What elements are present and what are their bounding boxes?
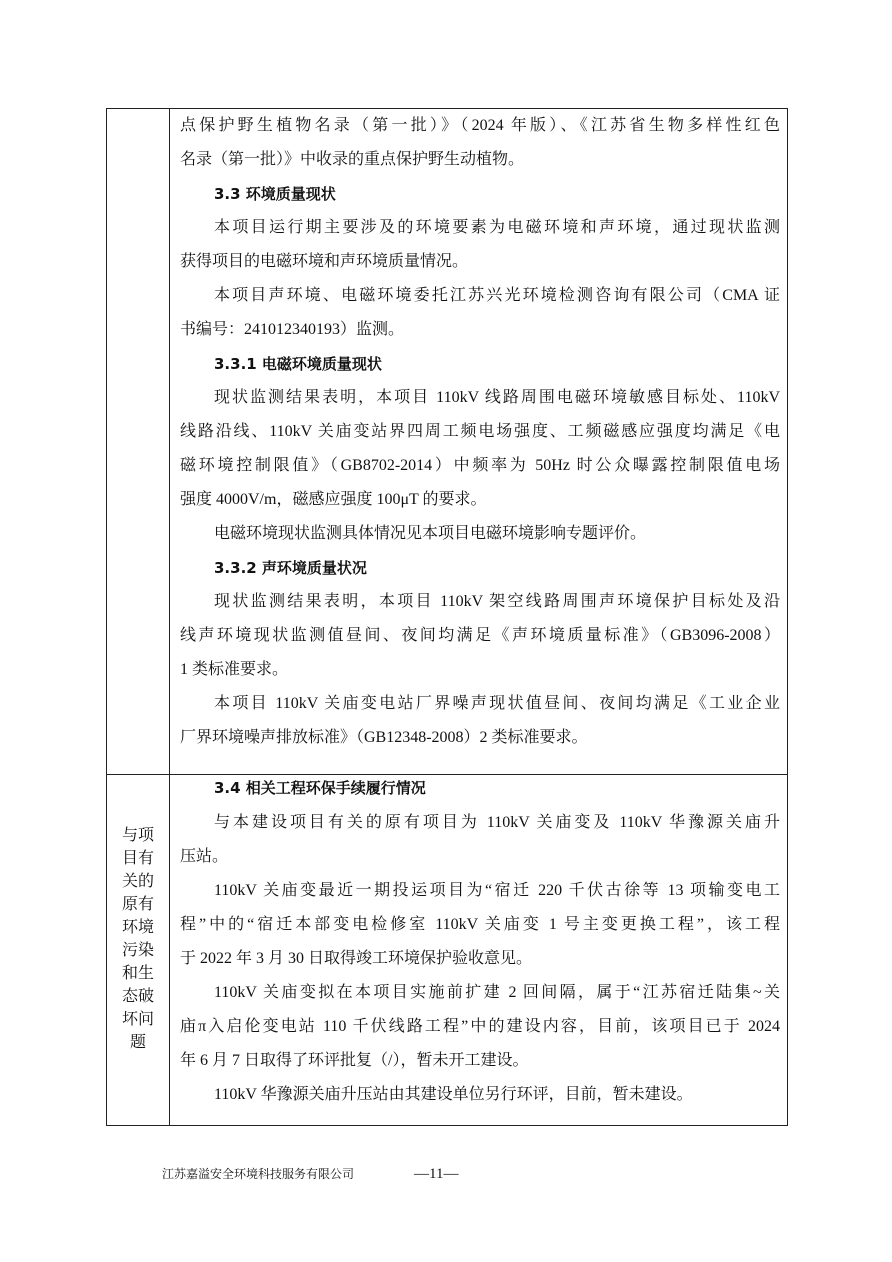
paragraph-line: 本项目声环境、电磁环境委托江苏兴光环境检测咨询有限公司（CMA 证 [214, 287, 780, 304]
paragraph-line: 书编号：241012340193）监测。 [180, 321, 405, 338]
label-line: 目有 [121, 850, 154, 867]
label-line: 关的 [121, 873, 154, 890]
paragraph-line: 110kV 华豫源关庙升压站由其建设单位另行环评，目前，暂未建设。 [214, 1086, 693, 1103]
paragraph-line: 点保护野生植物名录（第一批）》（2024 年版）、《江苏省生物多样性红色 [180, 117, 780, 134]
label-line: 坏问 [121, 1011, 154, 1028]
paragraph-line: 现状监测结果表明，本项目 110kV 线路周围电磁环境敏感目标处、110kV [214, 389, 780, 406]
column-divider [169, 109, 170, 1125]
footer-company: 江苏嘉溢安全环境科技服务有限公司 [162, 1167, 355, 1181]
label-line: 和生 [121, 965, 154, 982]
paragraph-line: 现状监测结果表明，本项目 110kV 架空线路周围声环境保护目标处及沿 [214, 593, 780, 610]
paragraph-line: 110kV 关庙变拟在本项目实施前扩建 2 回间隔，属于“江苏宿迁陆集~关 [214, 984, 780, 1001]
row2-label-cell [107, 775, 169, 1127]
paragraph-line: 厂界环境噪声排放标准》（GB12348-2008）2 类标准要求。 [180, 729, 588, 746]
paragraph-line: 获得项目的电磁环境和声环境质量情况。 [180, 253, 469, 270]
paragraph-line: 名录（第一批）》中收录的重点保护野生动植物。 [180, 151, 525, 168]
section-heading: 3.3 环境质量现状 [214, 185, 336, 203]
label-line: 原有 [121, 896, 154, 913]
paragraph-line: 庙π入启伦变电站 110 千伏线路工程”中的建设内容，目前，该项目已于 2024 [180, 1018, 780, 1035]
paragraph-line: 强度 4000V/m，磁感应强度 100μT 的要求。 [180, 491, 487, 508]
paragraph-line: 与本建设项目有关的原有项目为 110kV 关庙变及 110kV 华豫源关庙升 [214, 814, 780, 831]
paragraph-line: 程”中的“宿迁本部变电检修室 110kV 关庙变 1 号主变更换工程”，该工程 [180, 916, 780, 933]
label-line: 与项 [121, 827, 154, 844]
paragraph-line: 磁环境控制限值》（GB8702-2014）中频率为 50Hz 时公众曝露控制限值电场 [180, 457, 780, 474]
paragraph-line: 年 6 月 7 日取得了环评批复（/），暂未开工建设。 [180, 1052, 529, 1069]
paragraph-line: 1 类标准要求。 [180, 661, 289, 678]
section-heading: 3.3.1 电磁环境质量现状 [214, 355, 382, 373]
paragraph-line: 于 2022 年 3 月 30 日取得竣工环境保护验收意见。 [180, 950, 533, 967]
label-line: 题 [129, 1034, 146, 1051]
page-number: —11— [414, 1166, 459, 1182]
paragraph-line: 110kV 关庙变最近一期投运项目为“宿迁 220 千伏古徐等 13 项输变电工 [214, 882, 780, 899]
paragraph-line: 压站。 [180, 848, 229, 865]
paragraph-line: 本项目运行期主要涉及的环境要素为电磁环境和声环境，通过现状监测 [214, 219, 780, 236]
label-line: 污染 [121, 942, 154, 959]
row2-label [122, 824, 154, 1054]
paragraph-line: 线路沿线、110kV 关庙变站界四周工频电场强度、工频磁感应强度均满足《电 [180, 423, 780, 440]
paragraph-line: 线声环境现状监测值昼间、夜间均满足《声环境质量标准》（GB3096-2008） [180, 627, 780, 644]
section-heading: 3.3.2 声环境质量状况 [214, 559, 367, 577]
label-line: 态破 [121, 988, 154, 1005]
label-line: 环境 [121, 919, 154, 936]
document-table [106, 108, 788, 1126]
section-heading: 3.4 相关工程环保手续履行情况 [214, 779, 426, 797]
paragraph-line: 电磁环境现状监测具体情况见本项目电磁环境影响专题评价。 [214, 525, 647, 542]
paragraph-line: 本项目 110kV 关庙变电站厂界噪声现状值昼间、夜间均满足《工业企业 [214, 695, 780, 712]
